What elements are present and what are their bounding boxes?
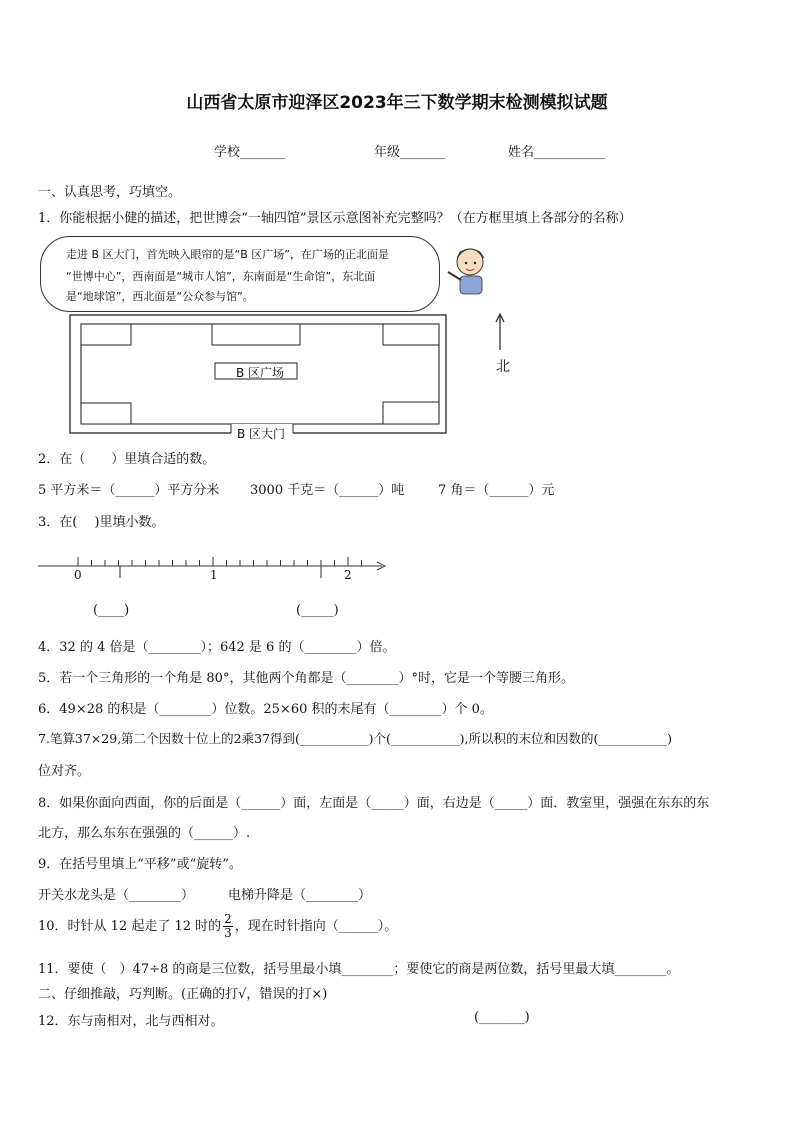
tick-label-2: 2 [344, 568, 352, 582]
question-7-cont: 位对齐。 [38, 764, 91, 779]
q10-text-post: ，现在时针指向（______）。 [234, 919, 398, 934]
tick-label-1: 1 [210, 568, 218, 582]
north-label: 北 [496, 359, 510, 375]
boy-icon [448, 249, 484, 294]
gate-label: B 区大门 [237, 427, 286, 441]
q12-blank[interactable]: (_______) [474, 1010, 530, 1025]
question-3: 3．在( )里填小数。 [38, 515, 165, 530]
question-12: 12．东与南相对，北与西相对。 [38, 1014, 224, 1029]
q10-text-pre: 10．时针从 12 起走了 12 时的 [38, 919, 222, 934]
bubble-line-3: 是“地球馆”，西北面是“公众参与馆”。 [66, 290, 254, 303]
page-title: 山西省太原市迎泽区2023年三下数学期末检测模拟试题 [186, 93, 608, 113]
name-field[interactable]: 姓名___________ [508, 145, 606, 160]
fraction-numerator: 2 [224, 912, 232, 926]
question-8: 8．如果你面向西面，你的后面是（______）面，左面是（_____）面，右边是（_____）面．教室里，强强在东东的东 [38, 796, 710, 811]
question-4: 4．32 的 4 倍是（________）；642 是 6 的（________）倍。 [38, 640, 396, 655]
plaza-label: B 区广场 [236, 366, 285, 380]
question-10 [38, 913, 397, 940]
tick-label-0: 0 [74, 568, 82, 582]
bubble-line-2: “世博中心”，西南面是“城市人馆”，东南面是“生命馆”，东北面 [66, 270, 376, 283]
numberline-blank-1[interactable]: (____) [93, 603, 130, 618]
q2-item-2: 3000 千克＝（______）吨 [250, 483, 405, 498]
question-7: 7.笔算37×29,第二个因数十位上的2乘37得到(___________)个(___________),所以积的末位和因数的(___________) [38, 731, 673, 746]
fraction-denominator: 3 [224, 926, 232, 940]
question-2: 2．在（ ）里填合适的数。 [38, 452, 216, 467]
numberline-blank-2[interactable]: (_____) [296, 603, 339, 618]
section-1-heading: 一、认真思考，巧填空。 [38, 185, 182, 200]
question-6: 6．49×28 的积是（________）位数。25×60 积的末尾有（________）个 0。 [38, 702, 493, 717]
question-1: 1．你能根据小健的描述，把世博会“一轴四馆”景区示意图补充完整吗？（在方框里填上各部分的名称） [38, 211, 632, 226]
fraction [223, 913, 233, 940]
question-5: 5．若一个三角形的一个角是 80°，其他两个角都是（________）°时，它是一个等腰三角形。 [38, 671, 574, 686]
q9-item-1: 开关水龙头是（________） [38, 888, 195, 903]
section-2-heading: 二、仔细推敲，巧判断。(正确的打√，错误的打×) [38, 987, 328, 1002]
question-9: 9．在括号里填上“平移”或“旋转”。 [38, 857, 242, 872]
school-field[interactable]: 学校_______ [214, 145, 286, 160]
question-8-cont: 北方，那么东东在强强的（______）. [38, 826, 251, 841]
bubble-line-1: 走进 B 区大门，首先映入眼帘的是“B 区广场”，在广场的正北面是 [66, 248, 389, 261]
q2-item-1: 5 平方米＝（______）平方分米 [38, 483, 220, 498]
grade-field[interactable]: 年级_______ [374, 145, 446, 160]
q2-item-3: 7 角＝（______）元 [438, 483, 555, 498]
q9-item-2: 电梯升降是（________） [228, 888, 372, 903]
question-11: 11．要使（ ）47÷8 的商是三位数，括号里最小填________；要使它的商是两位数，括号里最大填________。 [38, 962, 680, 977]
